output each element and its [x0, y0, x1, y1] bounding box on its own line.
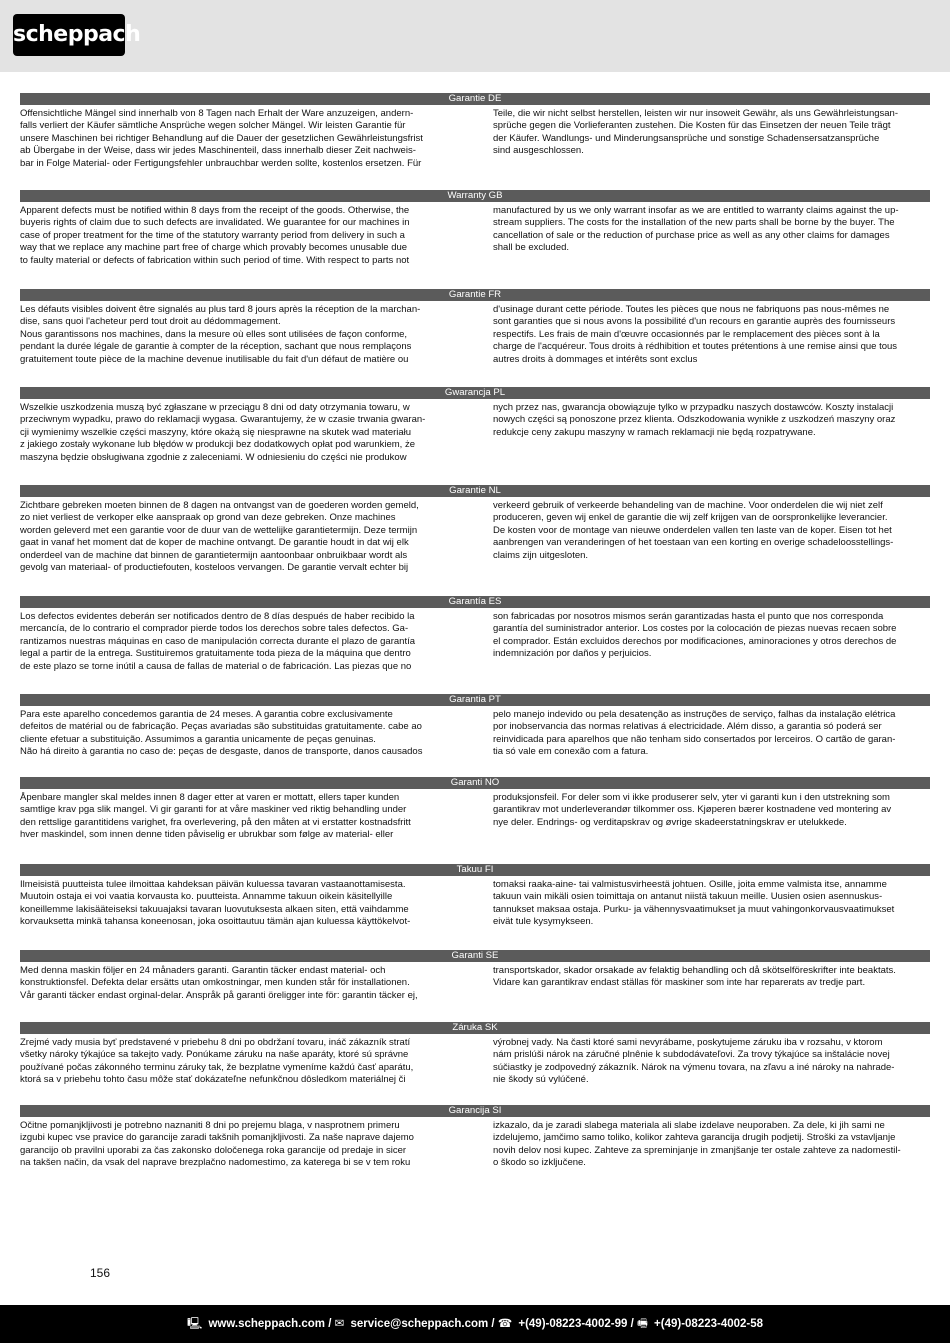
section-title: Garanti SE — [20, 950, 930, 962]
warranty-section — [20, 864, 930, 950]
page-number: 156 — [90, 1266, 111, 1280]
section-title: Garantia PT — [20, 694, 930, 706]
section-body — [20, 301, 930, 366]
section-text-left: Zrejmé vady musia byť predstavené v priebehu 8 dni po obdržaní tovaru, ináč zákazník stratí všetky nároky týkajúce sa takejto vady. Ponúkame záruku na naše aparáty, ktoré sú správne používané počas zákonného terminu záruky tak, že bezplatne vymeníme každú časť aparátu, ktorá sa v priebehu tohto času môže stať dokázateľne nefunkčnou dôsledkom materiálnej či — [20, 1037, 414, 1086]
section-text-right: izkazalo, da je zaradi slabega materiala ali slabe izdelave neuporaben. Za dele, ki jih sami ne izdelujemo, jamčimo samo toliko, kolikor zahteva garancija drugih podjetij. Stroški za vstavljanje novih delov nosi kupec. Zahteve za spreminjanje in zmanjšanje ter ostale zahteve za nadomestil- o škodo so izključene. — [493, 1120, 901, 1169]
header-bar — [0, 0, 950, 72]
section-text-right: verkeerd gebruik of verkeerde behandeling van de machine. Voor onderdelen die wij niet zelf produceren, geven wij enkel de garantie die wij zelf krijgen van de oorspronkelijke leverancier. De kosten voor de montage van nieuwe onderdelen vallen ten laste van de koper. Eisen tot het aanbrengen van veranderingen of het toestaan van een korting en overige schadeloosstellings- claims zijn uitgesloten. — [493, 500, 894, 561]
warranty-section — [20, 93, 930, 190]
section-text-right: son fabricadas por nosotros mismos serán garantizadas hasta el punto que nos corresponda garantía del suministrador anterior. Los costes por la colocación de piezas nuevas recaen sobre el comprador. Están excluidos derechos por modificaciones, aminoraciones y otros derechos de indemnización por daños y perjuicios. — [493, 611, 897, 660]
footer-fax: +(49)-08223-4002-58 — [654, 1318, 764, 1330]
section-title: Garanti NO — [20, 777, 930, 789]
section-text-right: tomaksi raaka-aine- tai valmistusvirheestä johtuen. Osille, joita emme valmista itse, annamme takuun vain mikäli osien toimittaja on antanut niistä takuun meille. Uusien osien asennuskus- tannukset maksaa ostaja. Purku- ja vähennysvaatimukset ja muut vahingonkorvausvaatimukset eivät tule kysymykseen. — [493, 879, 895, 928]
section-text-left: Apparent defects must be notified within 8 days from the receipt of the goods. Otherwise, the buyeris rights of claim due to such defects are invalidated. We guarantee for our machines in case of proper treatment for the time of the statutory warranty period from delivery in such a way that we replace any machine part free of charge which provably becomes unusable due to faulty material or defects of fabrication within such period of time. With respect to parts not — [20, 205, 410, 266]
warranty-section — [20, 777, 930, 864]
phone-icon: ☎ — [497, 1318, 513, 1330]
section-text-left: Para este aparelho concedemos garantia de 24 meses. A garantia cobre exclusivamente defeitos de matérial ou de fabricação. Peças avariadas são substituidas gratuitamente. cabe ao cliente efetuar a substituição. Assumimos a garantia unicamente de peças genuinas. Não há direito à garantia no caso de: peças de desgaste, danos de transporte, danos causados — [20, 709, 423, 758]
section-body — [20, 789, 930, 842]
warranty-section — [20, 1105, 930, 1185]
section-body — [20, 706, 930, 759]
section-title: Garancija SI — [20, 1105, 930, 1117]
footer-website[interactable]: www.scheppach.com / — [208, 1318, 332, 1330]
section-text-left: Ilmeisistä puutteista tulee ilmoittaa kahdeksan päivän kuluessa tavaran vastaanottamisesta. Muutoin ostaja ei voi vaatia korvausta ko. puutteista. Annamme takuun oikein käsitellyille koneillemme lakisääteiseksi takuuajaksi tavaran luovutuksesta alkaen siten, että vaihdamme korvauksetta minkä tahansa koneenosan, joka osoittautuu tämän ajan kuluessa käyttökelvot- — [20, 879, 411, 928]
section-body — [20, 1117, 930, 1170]
section-title: Záruka SK — [20, 1022, 930, 1034]
section-title: Garantie DE — [20, 93, 930, 105]
footer-email[interactable]: service@scheppach.com / — [350, 1318, 495, 1330]
section-text-left: Les défauts visibles doivent être signalés au plus tard 8 jours après la réception de la marchan- dise, sans quoi l'acheteur perd tout droit au dédommagement. Nous garantissons nos machines, dans la mesure où elles sont utilisées de façon conforme, pendant la durée légale de garantie à compter de la réception, sachant que nous remplaçons gratuitement toute pièce de la machine devenue inutilisable du fait d'un défaut de matière ou — [20, 304, 421, 365]
section-text-right: manufactured by us we only warrant insofar as we are entitled to warranty claims against the up- stream suppliers. The costs for the installation of the new parts shall be borne by the buyer. The cancellation of sale or the reduction of purchase price as well as any other claims for damages shall be excluded. — [493, 205, 899, 254]
warranty-sections — [20, 93, 930, 1185]
section-text-right: transportskador, skador orsakade av felaktig behandling och då skötselföreskrifter inte beaktats. Vidare kan garantikrav endast ställas för maskiner som inte har reparerats av tredje part. — [493, 965, 896, 989]
section-text-left: Åpenbare mangler skal meldes innen 8 dager etter at varen er mottatt, ellers taper kunden samtlige krav pga slik mangel. Vi gir garanti for at våre maskiner ved riktig behandling under den rettslige garantitidens varighet, fra overlevering, på den måten at vi erstatter kostnadsfritt hver maskindel, som innen denne tiden påviselig er ubrukbar som følge av material- eller — [20, 792, 411, 841]
section-text-left: Očitne pomanjkljivosti je potrebno naznaniti 8 dni po prejemu blaga, v nasprotnem primeru izgubi kupec vse pravice do garancije zaradi takšnih pomanjkljivosti. Za naše naprave dajemo garancijo ob pravilni uporabi za čas zakonsko določenega roka garancije od predaje in sicer na takšen način, da vsak del naprave brezplačno nadomestimo, za katerega bi se v tem roku — [20, 1120, 414, 1169]
section-text-right: produksjonsfeil. For deler som vi ikke produserer selv, yter vi garanti kun i den utstrekning som garantikrav mot underleverandør tilkommer oss. Kjøperen bærer kostnadene ved montering av nye deler. Endrings- og verditapskrav og øvrige skadeerstatningskrav er utelukkede. — [493, 792, 892, 828]
section-text-left: Wszelkie uszkodzenia muszą być zgłaszane w przeciągu 8 dni od daty otrzymania towaru, w przeciwnym wypadku, prawo do reklamacji wygasa. Gwarantujemy, że w czasie trwania gwaran- cji wymienimy wszelkie części maszyny, które okażą się niesprawne na skutek wad materiału z jakiego zostały wykonane lub błędów w produkcji bez dodatkowych opłat pod warunkiem, że maszyna będzie obsługiwana zgodnie z zaleceniami. W odniesieniu do części nie produkow — [20, 402, 426, 463]
section-body — [20, 497, 930, 574]
warranty-section — [20, 596, 930, 694]
warranty-section — [20, 387, 930, 485]
section-title: Garantía ES — [20, 596, 930, 608]
section-body — [20, 399, 930, 464]
warranty-section — [20, 1022, 930, 1105]
warranty-section — [20, 485, 930, 596]
section-text-left: Offensichtliche Mängel sind innerhalb von 8 Tagen nach Erhalt der Ware anzuzeigen, andern- falls verliert der Käufer sämtliche Ansprüche wegen solcher Mängel. Wir leisten Garantie für unsere Maschinen bei richtiger Behandlung auf die Dauer der gesetzlichen Gewährleistungsfrist ab Übergabe in der Weise, dass wir jedes Maschinenteil, dass innerhalb dieser Zeit nachweis- bar in Folge Material- oder Fertigungsfehler unbrauchbar werden sollte, kostenlos ersetzen. Für — [20, 108, 423, 169]
section-body — [20, 608, 930, 673]
section-body — [20, 962, 930, 1002]
section-text-right: nych przez nas, gwarancja obowiązuje tylko w przypadku naszych dostawców. Koszty instalacji nowych części są ponoszone przez klienta. Odszkodowania wynikłe z uszkodzeń maszyny oraz redukcje ceny zakupu maszyny w ramach reklamacji nie będą rozpatrywane. — [493, 402, 896, 438]
section-text-left: Zichtbare gebreken moeten binnen de 8 dagen na ontvangst van de goederen worden gemeld, zo niet verliest de verkoper elke aanspraak op grond van deze gebreken. Onze machines worden geleverd met een garantie voor de duur van de wettelijke garantietermijn. Deze termijn gaat in vanaf het moment dat de koper de machine ontvangt. De garantie houdt in dat wij elk onderdeel van de machine dat binnen de garantietermijn aantoonbaar onbruikbaar wordt als gevolg van materiaal- of productiefouten, kosteloos vervangen. De garantie vervalt echter bij — [20, 500, 419, 574]
section-body — [20, 105, 930, 170]
brand-logo: scheppach — [13, 14, 125, 56]
warranty-section — [20, 694, 930, 777]
section-title: Gwarancja PL — [20, 387, 930, 399]
section-title: Warranty GB — [20, 190, 930, 202]
warranty-section — [20, 950, 930, 1022]
section-text-right: Teile, die wir nicht selbst herstellen, leisten wir nur insoweit Gewähr, als uns Gewährleistungsan- sprüche gegen die Vorlieferanten zustehen. Die Kosten für das Einsetzen der neuen Teile trägt der Käufer. Wandlungs- und Minderungsansprüche und sonstige Schadensersatzansprüche sind ausgeschlossen. — [493, 108, 898, 157]
section-text-left: Med denna maskin följer en 24 månaders garanti. Garantin täcker endast material- och konstruktionsfel. Defekta delar ersätts utan omkostningar, men kunden står för installationen. Vår garanti täcker endast orginal-delar. Anspråk på garanti öreligger inte för: garantin täcker ej, — [20, 965, 418, 1001]
computer-icon: 🖳 — [186, 1318, 203, 1330]
section-text-right: d'usinage durant cette période. Toutes les pièces que nous ne fabriquons pas nous-mêmes ne sont garanties que si nous avons la possibilité d'un recours en garantie auprès des fournisseurs respectifs. Les frais de main d'œuvre occasionnés par le remplacement des pièces sont à la charge de l'acquéreur. Tous droits à rédhibition et toutes prétentions à une remise ainsi que tous autres droits à dommages et intérêts sont exclus — [493, 304, 898, 365]
mail-icon: ✉ — [334, 1318, 345, 1330]
section-title: Garantie NL — [20, 485, 930, 497]
fax-icon: 🖷 — [636, 1318, 648, 1330]
warranty-section — [20, 289, 930, 387]
footer-phone: +(49)-08223-4002-99 / — [518, 1318, 634, 1330]
section-text-right: pelo manejo indevido ou pela desatenção as instruções de serviço, falhas da instalação elétrica por inobservancia das normas relativas á electricidade. Além disso, a garantia só poderá ser reinvidicada para aparelhos que não tenham sido consertados por lerceiros. O cartão de garan- tia só vale em conexão com a fatura. — [493, 709, 896, 758]
footer-bar — [0, 1305, 950, 1343]
section-text-right: výrobnej vady. Na časti ktoré sami nevyrábame, poskytujeme záruku iba v rozsahu, v ktorom nám prislúši nárok na záručné plnênie k subdodávateľovi. Za trovy týkajúce sa inštalácie novej súčiastky je zodpovedný zákazník. Nárok na výmenu tovara, na zľavu a iné nároky na nahrade- nie škody sú vylúčené. — [493, 1037, 895, 1086]
section-title: Takuu FI — [20, 864, 930, 876]
section-body — [20, 1034, 930, 1087]
section-body — [20, 876, 930, 929]
section-text-left: Los defectos evidentes deberán ser notificados dentro de 8 días después de haber recibido la mercancía, de lo contrario el comprador pierde todos los derechos sobre tales defectos. Ga- rantizamos nuestras máquinas en caso de manipulación correcta durante el plazo de garantía legal a partir de la entrega. Sustituiremos gratuitamente toda pieza de la máquina que dentro de este plazo se torne inútil a causa de fallas de material o de fabricación. Las piezas que no — [20, 611, 416, 672]
section-title: Garantie FR — [20, 289, 930, 301]
warranty-section — [20, 190, 930, 289]
section-body — [20, 202, 930, 267]
